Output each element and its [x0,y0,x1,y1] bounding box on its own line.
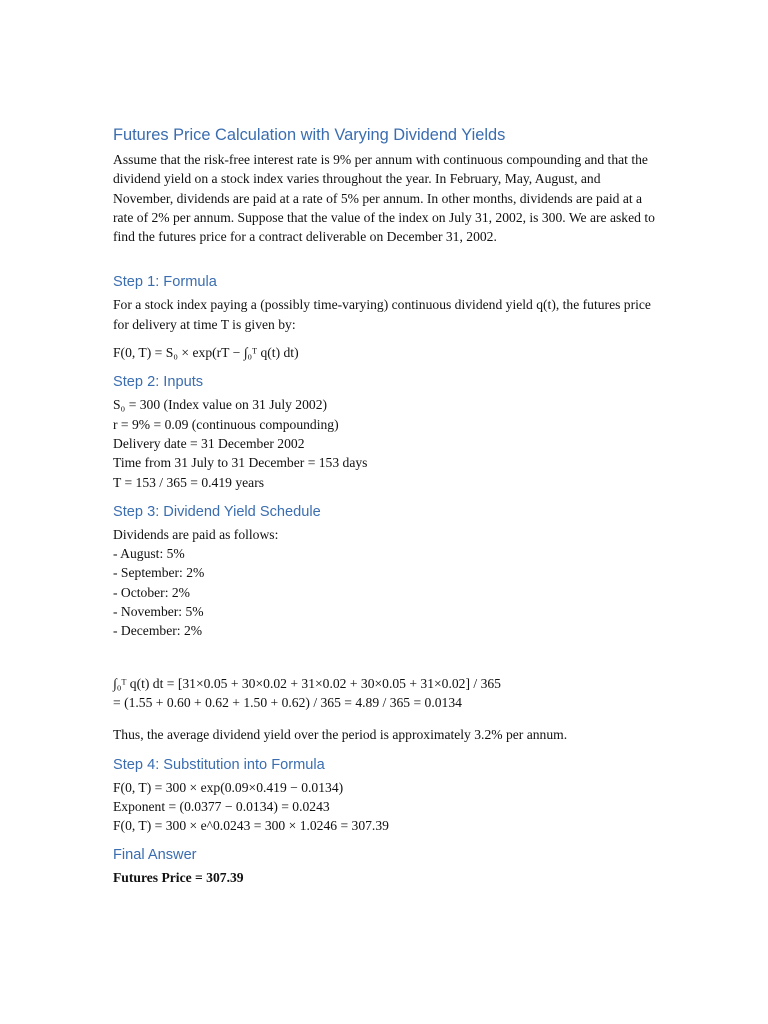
integral-calc-line: ∫₀ᵀ q(t) dt = [31×0.05 + 30×0.02 + 31×0.02 + 30×0.05 + 31×0.02] / 365 [113,675,501,691]
input-line: r = 9% = 0.09 (continuous compounding) [113,416,339,432]
step1-text: For a stock index paying a (possibly time-varying) continuous dividend yield q(t), the futures price for delivery at time T is given by: [113,297,651,332]
substitution-line: F(0, T) = 300 × exp(0.09×0.419 − 0.0134) [113,779,344,795]
schedule-item: - September: 2% [113,565,205,581]
dividend-conclusion: Thus, the average dividend yield over the period is approximately 3.2% per annum. [113,727,568,743]
input-line: T = 153 / 365 = 0.419 years [113,474,265,490]
intro-paragraph: Assume that the risk-free interest rate is 9% per annum with continuous compounding and that the dividend yield on a stock index varies throughout the year. In February, May, August, and November, dividends are paid at a rate of 5% per annum. In other months, dividends are paid at a rate of 2% per annum. Suppose that the value of the index on July 31, 2002, is 300. We are asked to find the futures price for a contract deliverable on December 31, 2002. [113,152,655,245]
step1-formula: F(0, T) = S₀ × exp(rT − ∫₀ᵀ q(t) dt) [113,345,299,361]
schedule-item: - October: 2% [113,584,191,600]
schedule-item: - November: 5% [113,604,204,620]
final-section [113,844,658,887]
input-line: Delivery date = 31 December 2002 [113,435,305,451]
input-line: Time from 31 July to 31 December = 153 days [113,455,368,471]
document-title: Futures Price Calculation with Varying Dividend Yields [113,126,506,144]
input-line: S₀ = 300 (Index value on 31 July 2002) [113,397,328,413]
substitution-line: F(0, T) = 300 × e^0.0243 = 300 × 1.0246 = 307.39 [113,818,389,834]
step4-heading: Step 4: Substitution into Formula [113,756,325,773]
final-heading: Final Answer [113,847,197,864]
final-answer: Futures Price = 307.39 [113,870,244,886]
schedule-intro: Dividends are paid as follows: [113,526,279,542]
step1-heading: Step 1: Formula [113,274,217,291]
step3-section [113,501,658,745]
step2-heading: Step 2: Inputs [113,374,204,391]
schedule-item: - August: 5% [113,546,185,562]
step3-heading: Step 3: Dividend Yield Schedule [113,503,321,520]
integral-calc-line: = (1.55 + 0.60 + 0.62 + 1.50 + 0.62) / 365 = 4.89 / 365 = 0.0134 [113,694,462,710]
substitution-line: Exponent = (0.0377 − 0.0134) = 0.0243 [113,798,330,814]
step4-section [113,754,658,836]
step1-section [113,271,658,362]
document-page [113,123,658,888]
schedule-item: - December: 2% [113,623,203,639]
step2-section [113,371,658,491]
